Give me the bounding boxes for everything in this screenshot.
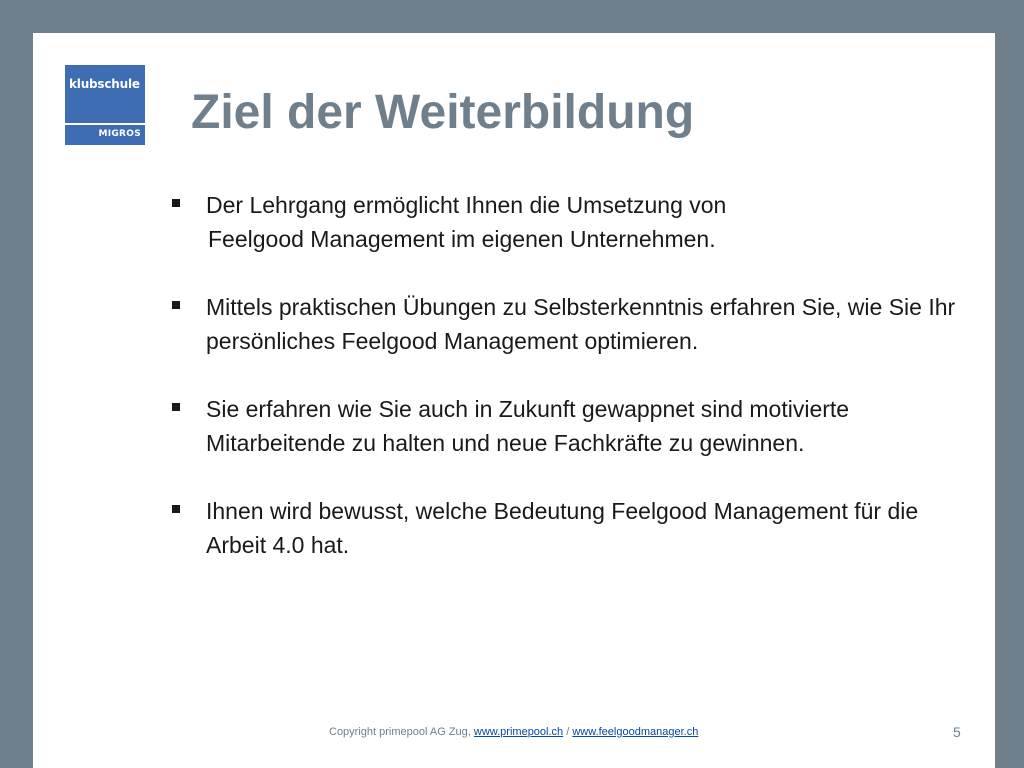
logo-bottom-panel — [65, 125, 145, 145]
square-bullet-icon — [172, 199, 180, 207]
primepool-link[interactable]: www.primepool.ch — [473, 726, 564, 738]
footer-prefix: Copyright primepool AG Zug, — [329, 726, 474, 738]
footer-copyright — [329, 726, 698, 738]
feelgoodmanager-link[interactable]: www.feelgoodmanager.ch — [572, 726, 699, 738]
square-bullet-icon — [172, 301, 180, 309]
bullet-text: Mittels praktischen Übungen zu Selbsterkenntnis erfahren Sie, wie Sie Ihr persönliches Feelgood Management optimieren. — [206, 294, 956, 354]
bullet-continuation: Feelgood Management im eigenen Unternehmen. — [208, 226, 716, 252]
footer-separator: / — [563, 726, 573, 738]
bullet-text: Der Lehrgang ermöglicht Ihnen die Umsetzung von — [206, 192, 727, 218]
bullet-item — [166, 494, 966, 562]
slide-title: Ziel der Weiterbildung — [191, 86, 695, 139]
logo-top-text: klubschule — [69, 77, 140, 91]
square-bullet-icon — [172, 403, 180, 411]
bullet-item — [166, 290, 966, 358]
square-bullet-icon — [172, 505, 180, 513]
logo-bottom-text: MIGROS — [98, 129, 141, 139]
klubschule-migros-logo — [65, 65, 145, 145]
logo-top-panel — [65, 65, 145, 123]
slide — [33, 33, 995, 768]
bullet-item — [166, 188, 966, 256]
page-number: 5 — [953, 724, 961, 740]
bullet-list — [166, 188, 966, 596]
bullet-text: Ihnen wird bewusst, welche Bedeutung Feelgood Management für die Arbeit 4.0 hat. — [206, 498, 919, 558]
bullet-item — [166, 392, 966, 460]
bullet-text: Sie erfahren wie Sie auch in Zukunft gewappnet sind motivierte Mitarbeitende zu halten und neue Fachkräfte zu gewinnen. — [206, 396, 850, 456]
